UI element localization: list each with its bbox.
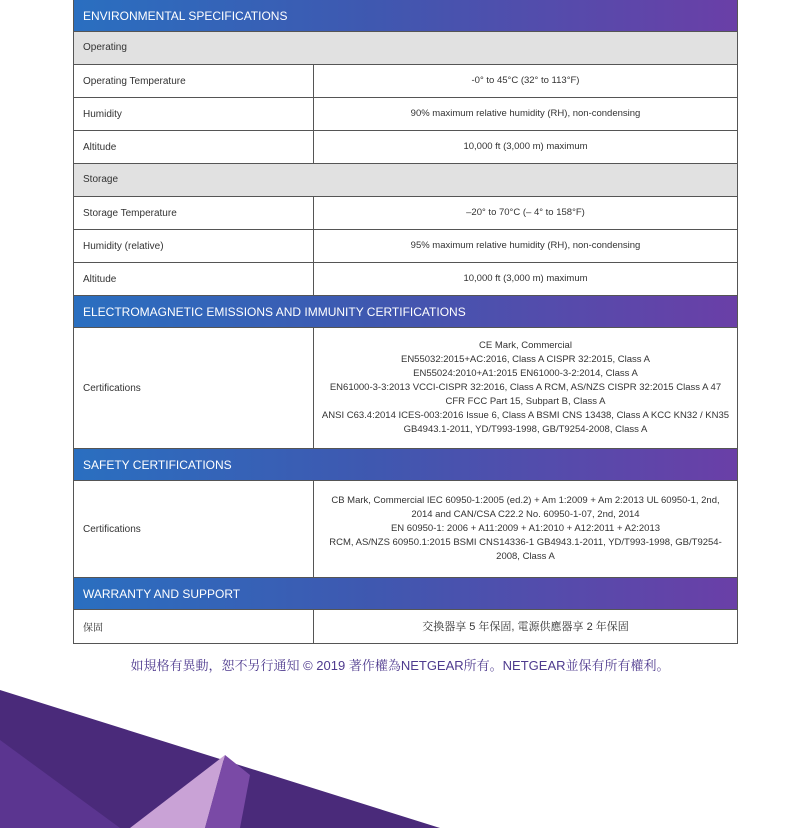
row-value: 10,000 ft (3,000 m) maximum bbox=[463, 141, 588, 152]
table-row bbox=[74, 328, 737, 449]
cert-line: GB4943.1-2011, YD/T993-1998, GB/T9254-2008, Class A bbox=[403, 424, 648, 435]
cert-line: RCM, AS/NZS 60950.1:2015 BSMI CNS14336-1 GB4943.1-2011, YD/T993-1998, GB/T9254- bbox=[329, 537, 722, 548]
row-value: 10,000 ft (3,000 m) maximum bbox=[463, 273, 588, 284]
cert-line: CE Mark, Commercial bbox=[479, 340, 572, 351]
row-value: 95% maximum relative humidity (RH), non-condensing bbox=[410, 240, 641, 251]
row-value bbox=[314, 481, 737, 577]
table-row bbox=[74, 131, 737, 164]
section-header-warranty: WARRANTY AND SUPPORT bbox=[74, 578, 737, 610]
table-row bbox=[74, 263, 737, 296]
cert-line: EN55032:2015+AC:2016, Class A CISPR 32:2015, Class A bbox=[400, 354, 650, 365]
row-label: Certifications bbox=[74, 328, 314, 448]
row-label: Storage Temperature bbox=[74, 197, 314, 229]
emissions-lines bbox=[322, 339, 729, 437]
table-row bbox=[74, 197, 737, 230]
row-value: –20° to 70°C (– 4° to 158°F) bbox=[466, 207, 585, 218]
table-row bbox=[74, 230, 737, 263]
row-label: Altitude bbox=[74, 131, 314, 163]
table-row bbox=[74, 98, 737, 131]
section-header-environmental: ENVIRONMENTAL SPECIFICATIONS bbox=[74, 0, 737, 32]
row-label: Humidity bbox=[74, 98, 314, 130]
row-value: -0° to 45°C (32° to 113°F) bbox=[471, 75, 580, 86]
cert-line: 2008, Class A bbox=[496, 551, 555, 562]
spec-table bbox=[73, 0, 738, 644]
cert-line: CFR FCC Part 15, Subpart B, Class A bbox=[445, 396, 606, 407]
cert-line: EN 60950-1: 2006 + A11:2009 + A1:2010 + A12:2011 + A2:2013 bbox=[390, 523, 661, 534]
footer-note: 如規格有異動，恕不另行通知 © 2019 著作權為NETGEAR所有。NETGEAR並保有所有權利。 bbox=[130, 658, 670, 673]
row-label: Operating Temperature bbox=[74, 65, 314, 97]
row-value: 交換器享 5 年保固, 電源供應器享 2 年保固 bbox=[422, 620, 629, 633]
table-row bbox=[74, 610, 737, 643]
cert-line: EN61000-3-3:2013 VCCI-CISPR 32:2016, Class A RCM, AS/NZS CISPR 32:2015 Class A 47 bbox=[329, 382, 722, 393]
row-value: 90% maximum relative humidity (RH), non-condensing bbox=[410, 108, 641, 119]
row-label: Altitude bbox=[74, 263, 314, 295]
cert-line: ANSI C63.4:2014 ICES-003:2016 Issue 6, Class A BSMI CNS 13438, Class A KCC KN32 / KN35 bbox=[321, 410, 730, 421]
cert-line: CB Mark, Commercial IEC 60950-1:2005 (ed.2) + Am 1:2009 + Am 2:2013 UL 60950-1, 2nd, bbox=[331, 495, 720, 506]
subheader-storage: Storage bbox=[74, 164, 737, 197]
table-row bbox=[74, 65, 737, 98]
decorative-background-shapes bbox=[0, 680, 800, 828]
row-label: 保固 bbox=[74, 610, 314, 643]
section-header-safety: SAFETY CERTIFICATIONS bbox=[74, 449, 737, 481]
safety-lines bbox=[329, 494, 722, 564]
row-label: Certifications bbox=[74, 481, 314, 577]
cert-line: EN55024:2010+A1:2015 EN61000-3-2:2014, Class A bbox=[413, 368, 638, 379]
cert-line: 2014 and CAN/CSA C22.2 No. 60950-1-07, 2nd, 2014 bbox=[411, 509, 640, 520]
row-label: Humidity (relative) bbox=[74, 230, 314, 262]
section-header-emissions: ELECTROMAGNETIC EMISSIONS AND IMMUNITY CERTIFICATIONS bbox=[74, 296, 737, 328]
subheader-operating: Operating bbox=[74, 32, 737, 65]
table-row bbox=[74, 481, 737, 578]
row-value bbox=[314, 328, 737, 448]
